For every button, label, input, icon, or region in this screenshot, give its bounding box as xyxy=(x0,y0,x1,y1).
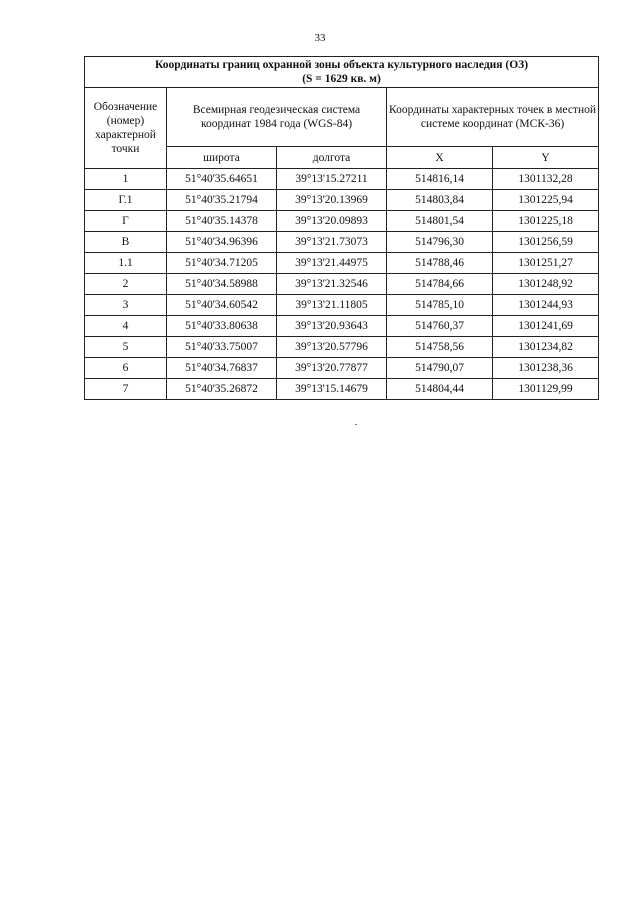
cell-y: 1301248,92 xyxy=(493,274,599,295)
cell-point: 5 xyxy=(85,337,167,358)
cell-longitude: 39°13'21.73073 xyxy=(277,232,387,253)
cell-longitude: 39°13'20.77877 xyxy=(277,358,387,379)
cell-x: 514790,07 xyxy=(387,358,493,379)
cell-y: 1301238,36 xyxy=(493,358,599,379)
cell-y: 1301234,82 xyxy=(493,337,599,358)
cell-longitude: 39°13'21.11805 xyxy=(277,295,387,316)
table-row xyxy=(85,358,599,379)
page-number: 33 xyxy=(314,32,326,44)
table-title-area: (S = 1629 кв. м) xyxy=(302,73,381,85)
cell-latitude: 51°40'33.75007 xyxy=(167,337,277,358)
cell-latitude: 51°40'34.96396 xyxy=(167,232,277,253)
cell-longitude: 39°13'21.44975 xyxy=(277,253,387,274)
table-title-line1: Координаты границ охранной зоны объекта культурного наследия (ОЗ) xyxy=(154,59,529,71)
table-header-row xyxy=(85,88,599,147)
cell-latitude: 51°40'34.76837 xyxy=(167,358,277,379)
header-x: X xyxy=(387,147,493,169)
coordinates-table xyxy=(84,56,599,400)
cell-point: 7 xyxy=(85,379,167,400)
cell-latitude: 51°40'35.64651 xyxy=(167,169,277,190)
cell-point: 2 xyxy=(85,274,167,295)
cell-latitude: 51°40'34.60542 xyxy=(167,295,277,316)
cell-point: 3 xyxy=(85,295,167,316)
header-latitude: широта xyxy=(167,147,277,169)
cell-x: 514785,10 xyxy=(387,295,493,316)
cell-latitude: 51°40'34.71205 xyxy=(167,253,277,274)
cell-latitude: 51°40'35.26872 xyxy=(167,379,277,400)
cell-x: 514760,37 xyxy=(387,316,493,337)
table-row xyxy=(85,379,599,400)
cell-y: 1301129,99 xyxy=(493,379,599,400)
cell-x: 514796,30 xyxy=(387,232,493,253)
table-row xyxy=(85,169,599,190)
cell-point: Г.1 xyxy=(85,190,167,211)
table-row xyxy=(85,274,599,295)
header-msk36: Координаты характерных точек в местной системе координат (МСК-36) xyxy=(387,88,599,147)
table-row xyxy=(85,211,599,232)
cell-x: 514816,14 xyxy=(387,169,493,190)
cell-x: 514801,54 xyxy=(387,211,493,232)
scan-speck xyxy=(355,424,357,425)
cell-longitude: 39°13'15.14679 xyxy=(277,379,387,400)
table-row xyxy=(85,232,599,253)
cell-y: 1301225,18 xyxy=(493,211,599,232)
cell-longitude: 39°13'20.09893 xyxy=(277,211,387,232)
table-row xyxy=(85,253,599,274)
table-row xyxy=(85,295,599,316)
cell-longitude: 39°13'21.32546 xyxy=(277,274,387,295)
header-wgs84: Всемирная геодезическая система координат 1984 года (WGS-84) xyxy=(167,88,387,147)
cell-point: 1 xyxy=(85,169,167,190)
cell-point: 4 xyxy=(85,316,167,337)
table-row xyxy=(85,190,599,211)
cell-point: В xyxy=(85,232,167,253)
cell-latitude: 51°40'33.80638 xyxy=(167,316,277,337)
table-title xyxy=(85,57,599,88)
table-title-row xyxy=(85,57,599,88)
cell-y: 1301132,28 xyxy=(493,169,599,190)
cell-latitude: 51°40'34.58988 xyxy=(167,274,277,295)
cell-latitude: 51°40'35.21794 xyxy=(167,190,277,211)
cell-y: 1301241,69 xyxy=(493,316,599,337)
cell-y: 1301225,94 xyxy=(493,190,599,211)
cell-y: 1301251,27 xyxy=(493,253,599,274)
cell-point: 1.1 xyxy=(85,253,167,274)
cell-longitude: 39°13'20.57796 xyxy=(277,337,387,358)
cell-x: 514804,44 xyxy=(387,379,493,400)
header-longitude: долгота xyxy=(277,147,387,169)
cell-y: 1301256,59 xyxy=(493,232,599,253)
cell-longitude: 39°13'20.93643 xyxy=(277,316,387,337)
cell-point: 6 xyxy=(85,358,167,379)
cell-x: 514803,84 xyxy=(387,190,493,211)
cell-point: Г xyxy=(85,211,167,232)
cell-x: 514758,56 xyxy=(387,337,493,358)
cell-y: 1301244,93 xyxy=(493,295,599,316)
cell-longitude: 39°13'15.27211 xyxy=(277,169,387,190)
cell-x: 514784,66 xyxy=(387,274,493,295)
table-row xyxy=(85,316,599,337)
cell-x: 514788,46 xyxy=(387,253,493,274)
cell-latitude: 51°40'35.14378 xyxy=(167,211,277,232)
cell-longitude: 39°13'20.13969 xyxy=(277,190,387,211)
table-row xyxy=(85,337,599,358)
header-designation: Обозначение (номер) характерной точки xyxy=(85,88,167,169)
header-y: Y xyxy=(493,147,599,169)
